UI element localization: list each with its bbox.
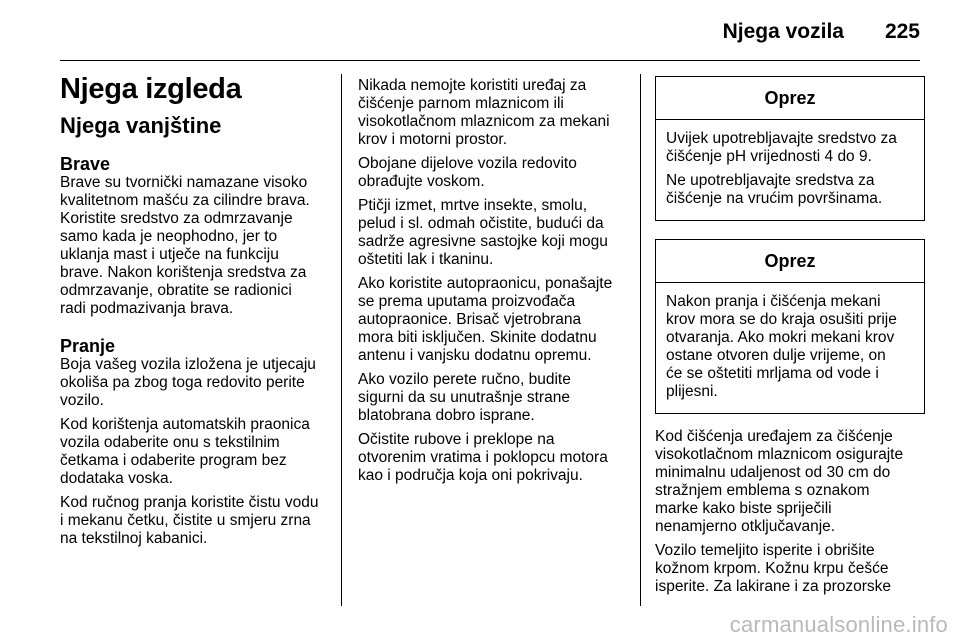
- column-1: [60, 72, 336, 554]
- caution-title: Oprez: [656, 240, 924, 283]
- caution-box: [655, 239, 925, 414]
- paragraph: Kod čišćenja uređajem za čišćenje visokotlačnom mlaznicom osigurajte minimalnu udaljenost od 30 cm do stražnjem emblema s oznakom marke kako biste spriječili nenamjerno otključavanje.: [655, 428, 904, 535]
- subsection-heading: Njega vanjštine: [60, 113, 222, 138]
- page-number: 225: [884, 20, 920, 43]
- caution-body: [656, 120, 924, 220]
- header-title: Njega vozila: [722, 20, 844, 43]
- column-3: [655, 76, 925, 602]
- paragraph: Vozilo temeljito isperite i obrišite kožnom krpom. Kožnu krpu češće isperite. Za lakirane i za prozorske: [655, 542, 892, 595]
- paragraph: Obojane dijelove vozila redovito obrađujte voskom.: [358, 155, 577, 190]
- caution-text: Nakon pranja i čišćenja mekani krov mora se do kraja osušiti prije otvaranja. Ako mokri mekani krov ostane otvoren dulje vrijeme, on će se oštetiti mrljama od vode i plijesni.: [666, 293, 897, 400]
- watermark: carmanualsonline.info: [729, 612, 948, 637]
- caution-text: Uvijek upotrebljavajte sredstvo za čišćenje pH vrijednosti 4 do 9.: [666, 130, 897, 165]
- section-heading: Njega izgleda: [60, 73, 242, 105]
- topic-heading-locks: Brave: [60, 154, 111, 174]
- column-divider-2: [640, 74, 641, 606]
- paragraph: Brave su tvornički namazane visoko kvalitetnom mašću za cilindre brava. Koristite sredstvo za odmrzavanje samo kada je neophodno, jer to uklanja mast i utječe na funkciju brave. Nakon korištenja sredstva za odmrzavanje, obratite se radionici radi podmazivanja brava.: [60, 174, 310, 317]
- caution-text: Ne upotrebljavajte sredstva za čišćenje na vrućim površinama.: [666, 172, 883, 207]
- paragraph: Kod ručnog pranja koristite čistu vodu i mekanu četku, čistite u smjeru zrna na tekstilnoj kabanici.: [60, 494, 319, 547]
- column-divider-1: [341, 74, 342, 606]
- paragraph: Boja vašeg vozila izložena je utjecaju okoliša pa zbog toga redovito perite vozilo.: [60, 356, 316, 409]
- paragraph: Ako koristite autopraonicu, ponašajte se prema uputama proizvođača autopraonice. Brisač vjetrobrana mora biti isključen. Skinite dodatnu antenu i vanjsku dodatnu opremu.: [358, 275, 613, 364]
- paragraph: Ako vozilo perete ručno, budite sigurni da su unutrašnje strane blatobrana dobro isprane.: [358, 371, 571, 424]
- column-2: [358, 77, 636, 491]
- caution-title: Oprez: [656, 77, 924, 120]
- caution-body: [656, 283, 924, 413]
- paragraph: Ptičji izmet, mrtve insekte, smolu, pelud i sl. odmah očistite, budući da sadrže agresivne sastojke koji mogu oštetiti lak i tkaninu.: [358, 197, 608, 268]
- header-rule: [60, 60, 920, 61]
- caution-box: [655, 76, 925, 221]
- paragraph: Kod korištenja automatskih praonica vozila odaberite onu s tekstilnim četkama i odaberite program bez dodataka voska.: [60, 416, 310, 487]
- topic-heading-washing: Pranje: [60, 336, 116, 356]
- paragraph: Očistite rubove i preklope na otvorenim vratima i poklopcu motora kao i područja koja oni pokrivaju.: [358, 431, 608, 484]
- paragraph: Nikada nemojte koristiti uređaj za čišćenje parnom mlaznicom ili visokotlačnom mlaznicom za mekani krov i motorni prostor.: [358, 77, 610, 148]
